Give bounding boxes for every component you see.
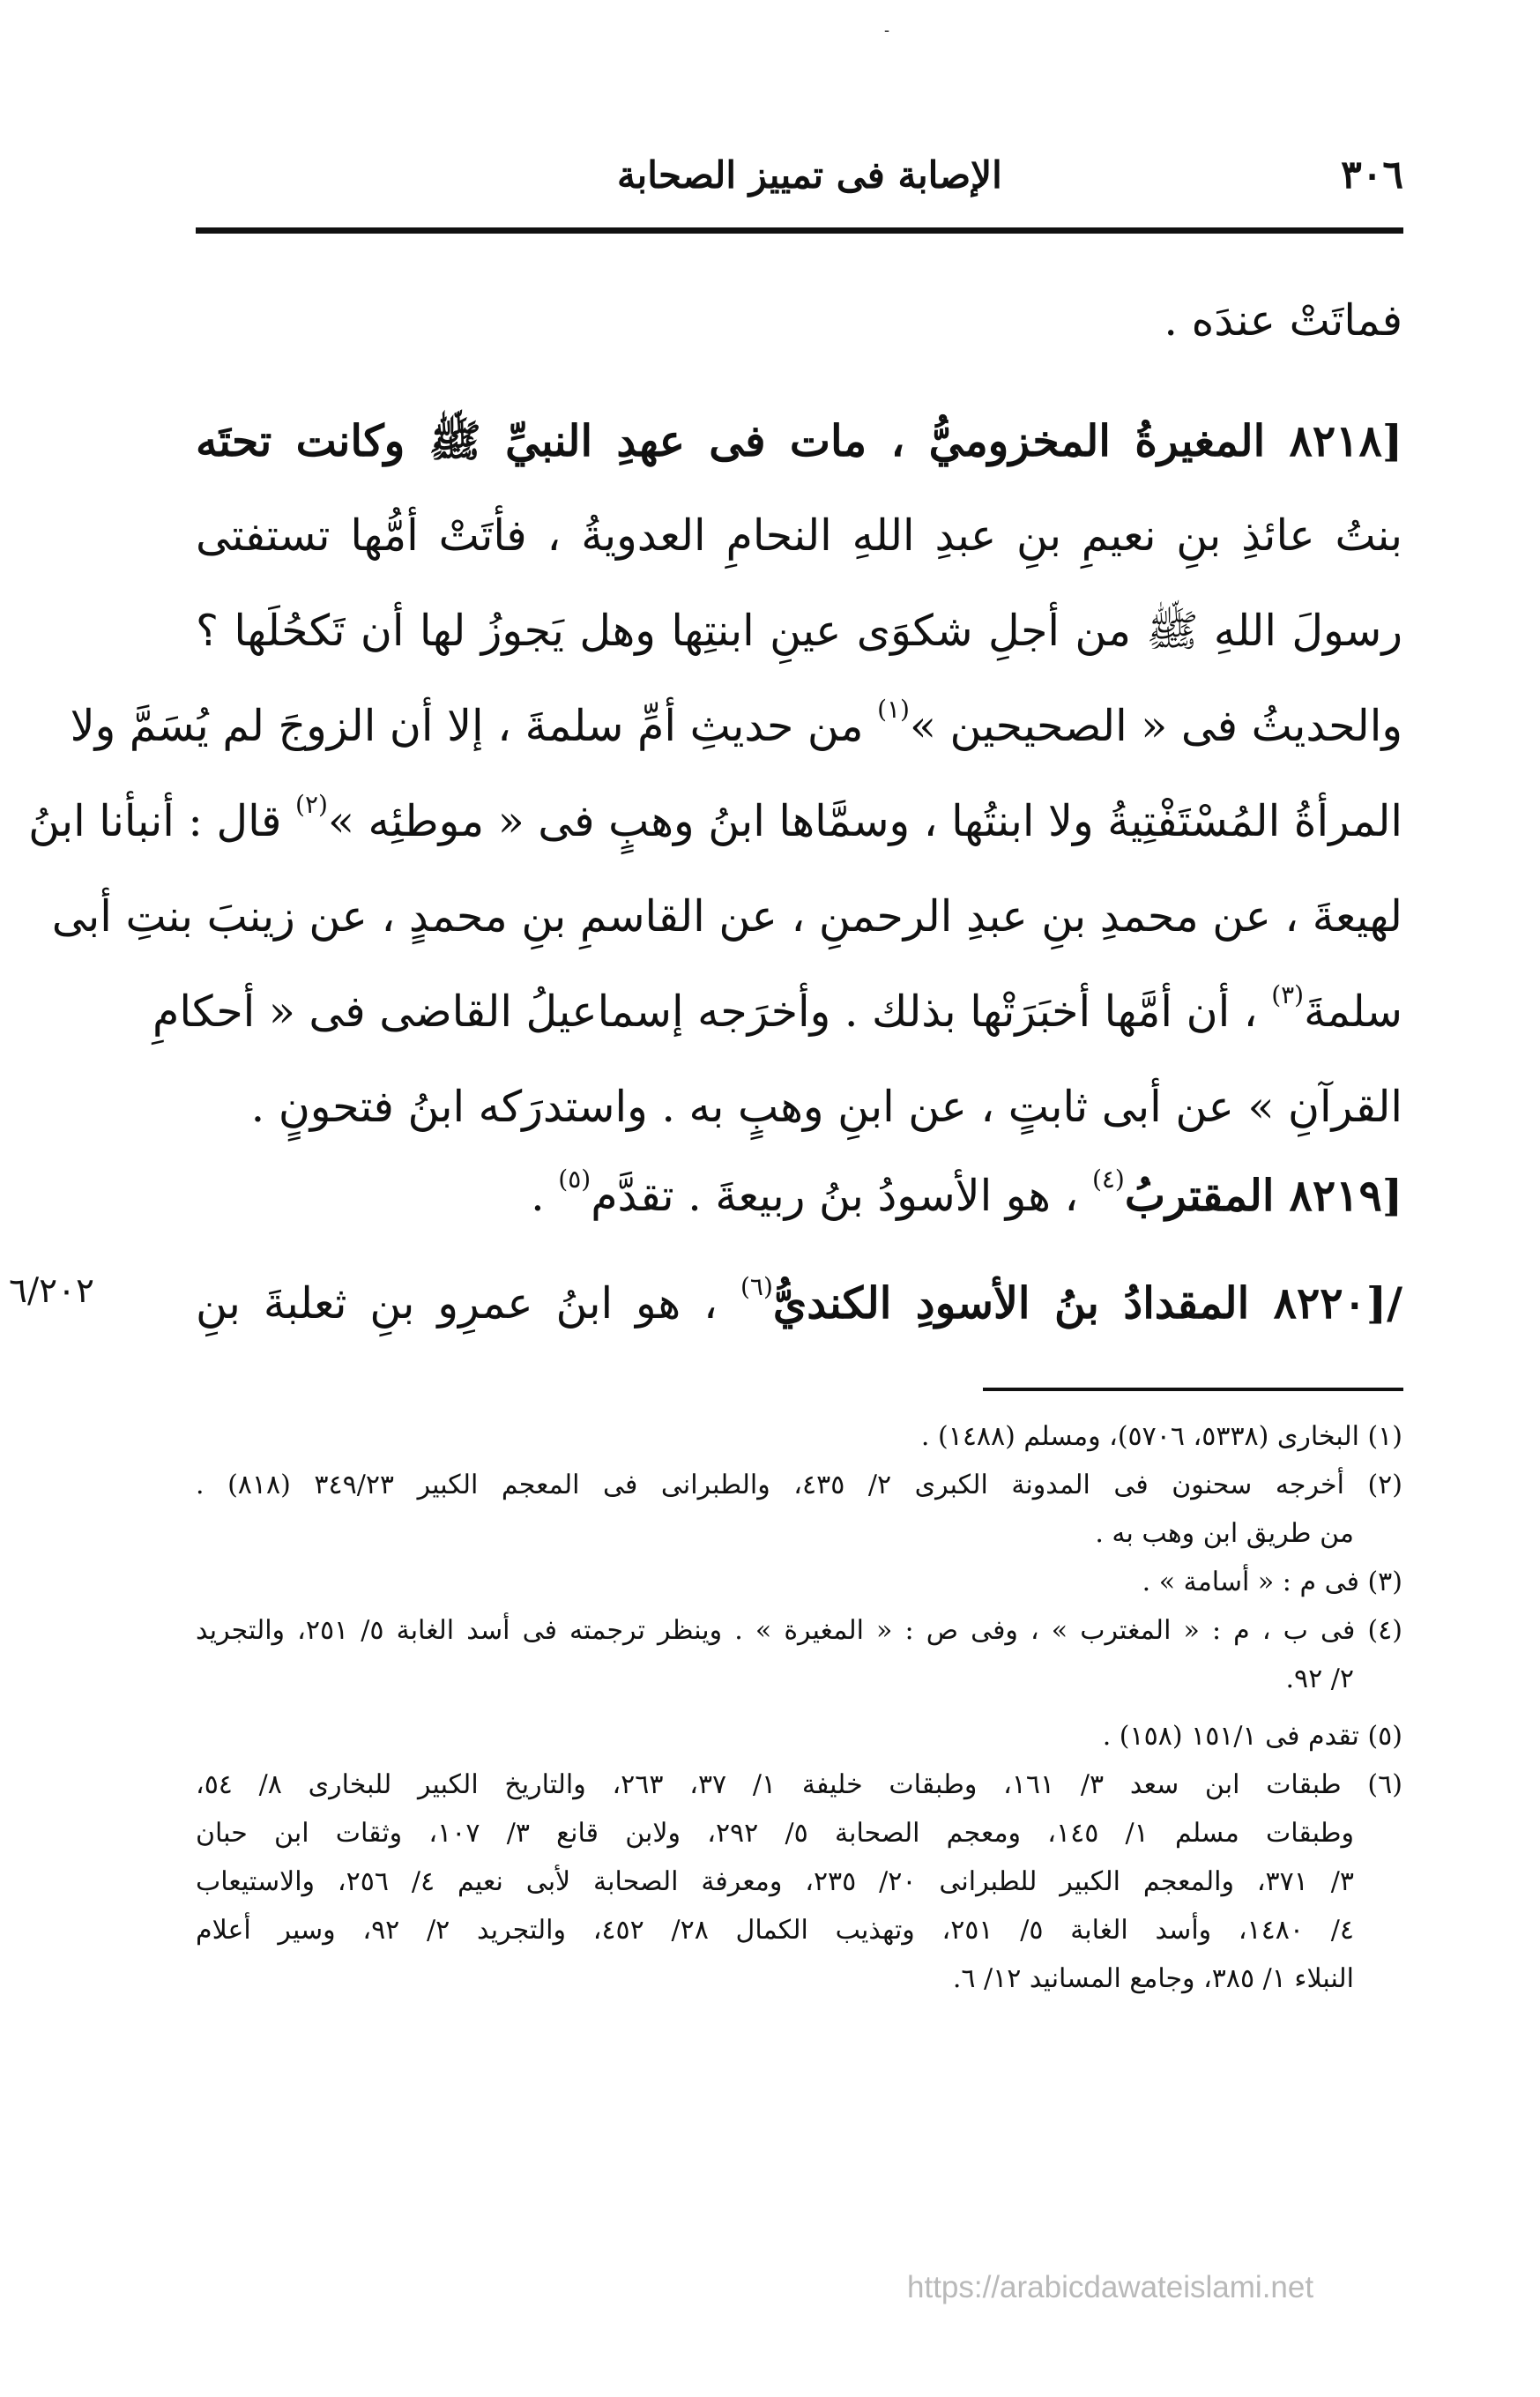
entry-8220-line	[196, 1255, 1402, 1351]
entry-8218-line-1	[196, 393, 1402, 489]
entry-8220-text: ، هو ابنُ عمرِو بنِ ثعلبةَ بنِ	[196, 1278, 718, 1329]
footnote-4: (٤) فى ب ، م : « المغترب » ، وفى ص : « المغيرة » . وينظر ترجمته فى أسد الغابة ٥/ ٢٥١، والتجريد	[196, 1615, 1402, 1646]
entry-8218-line-3: رسولَ اللهِ ﷺ من أجلِ شكوَى عينِ ابنتِها وهل يَجوزُ لها أن تَكحُلَها ؟	[196, 606, 1402, 656]
entry-8219-heading: [٨٢١٩ المقتربُ	[1124, 1170, 1402, 1221]
footnote-ref-5: (٥)	[558, 1165, 591, 1194]
footnote-6-continuation-4: النبلاء ١/ ٣٨٥، وجامع المسانيد ١٢/ ٦.	[952, 1963, 1354, 1994]
footnote-6-continuation-2: ٣/ ٣٧١، والمعجم الكبير للطبرانى ٢٠/ ٢٣٥، ومعرفة الصحابة لأبى نعيم ٤/ ٢٥٦، والاستيعاب	[196, 1866, 1354, 1897]
entry-8218-line-7	[153, 964, 1402, 1060]
footnote-2-continuation: من طريق ابن وهب به .	[1095, 1518, 1354, 1549]
footnote-6-continuation-3: ٤/ ١٤٨٠، وأسد الغابة ٥/ ٢٥١، وتهذيب الكمال ٢٨/ ٤٥٢، والتجريد ٢/ ٩٢، وسير أعلام	[196, 1915, 1354, 1946]
footnote-3: (٣) فى م : « أسامة » .	[1142, 1567, 1402, 1597]
entry-8218-line-6: لهيعةَ ، عن محمدِ بنِ عبدِ الرحمنِ ، عن القاسمِ بنِ محمدٍ ، عن زينبَ بنتِ أبى	[51, 891, 1402, 942]
footnote-2: (٢) أخرجه سحنون فى المدونة الكبرى ٢/ ٤٣٥، والطبرانى فى المعجم الكبير ٣٤٩/٢٣ (٨١٨) .	[196, 1470, 1402, 1500]
footnote-6-continuation-1: وطبقات مسلم ١/ ١٤٥، ومعجم الصحابة ٥/ ٢٩٢، ولابن قانع ٣/ ١٠٧، وثقات ابن حبان	[196, 1818, 1354, 1849]
page-number: ٣٠٦	[1341, 153, 1403, 197]
source-text: ، أن أمَّها أخبَرَتْها بذلك . وأخرَجه إسماعيلُ القاضى فى « أحكامِ	[153, 986, 1258, 1037]
entry-8218-line-5	[28, 774, 1402, 869]
footnote-ref-4: (٤)	[1091, 1165, 1125, 1194]
entry-8218-line-2: بنتُ عائذِ بنِ نعيمِ بنِ عبدِ اللهِ النحامِ العدويةُ ، فأتَتْ أمُّها تستفتى	[196, 510, 1402, 561]
running-title: الإصابة فى تمييز الصحابة	[617, 153, 1002, 197]
muwatta-reference: المرأةُ المُسْتَفْتِيةُ ولا ابنتُها ، وسمَّاها ابنُ وهبٍ فى « موطئِه »	[327, 796, 1402, 846]
entry-8219-line	[196, 1148, 1402, 1244]
sahihain-reference: والحديثُ فى « الصحيحين »	[909, 701, 1402, 751]
watermark-url: https://arabicdawateislami.net	[907, 2270, 1314, 2304]
top-mark: -	[884, 21, 890, 40]
entry-8219-end: .	[531, 1171, 545, 1221]
entry-8218-line-8: القرآنِ » عن أبى ثابتٍ ، عن ابنِ وهبٍ به . واستدرَكه ابنُ فتحونٍ .	[250, 1082, 1402, 1132]
footnote-1: (١) البخارى (٥٣٣٨، ٥٧٠٦)، ومسلم (١٤٨٨) .	[920, 1421, 1402, 1452]
text-line-continuation: فماتَتْ عندَه .	[1164, 295, 1402, 346]
footnote-6: (٦) طبقات ابن سعد ٣/ ١٦١، وطبقات خليفة ١/ ٣٧، ٢٦٣، والتاريخ الكبير للبخارى ٨/ ٥٤،	[196, 1769, 1402, 1800]
salama-name: سلمةَ	[1304, 986, 1402, 1037]
entry-8218-line-4	[70, 679, 1402, 774]
footnote-5: (٥) تقدم فى ١٥١/١ (١٥٨) .	[1102, 1721, 1402, 1752]
page-header	[196, 152, 1403, 199]
narration-start: قال : أنبأنا ابنُ	[28, 796, 282, 846]
footnote-ref-2: (٢)	[295, 790, 328, 819]
footnote-ref-3: (٣)	[1271, 980, 1305, 1009]
footnote-4-continuation: ٢/ ٩٢.	[1285, 1664, 1354, 1694]
footnote-ref-6: (٦)	[740, 1272, 773, 1301]
hadith-text: من حديثِ أمِّ سلمةَ ، إلا أن الزوجَ لم يُسَمَّ ولا	[70, 701, 864, 751]
side-reference: ٦/٢٠٢	[9, 1271, 94, 1311]
footnote-ref-1: (١)	[877, 695, 910, 724]
entry-8218-heading: [٨٢١٨ المغيرةُ المخزوميُّ ، مات فى عهدِ النبيِّ ﷺ وكانت تحتَه	[196, 415, 1402, 466]
footnote-rule	[983, 1388, 1403, 1391]
entry-8219-text: ، هو الأسودُ بنُ ربيعةَ . تقدَّم	[591, 1171, 1079, 1221]
entry-8220-heading: /[٨٢٢٠ المقدادُ بنُ الأسودِ الكنديُّ	[772, 1277, 1403, 1329]
header-rule	[196, 227, 1403, 234]
